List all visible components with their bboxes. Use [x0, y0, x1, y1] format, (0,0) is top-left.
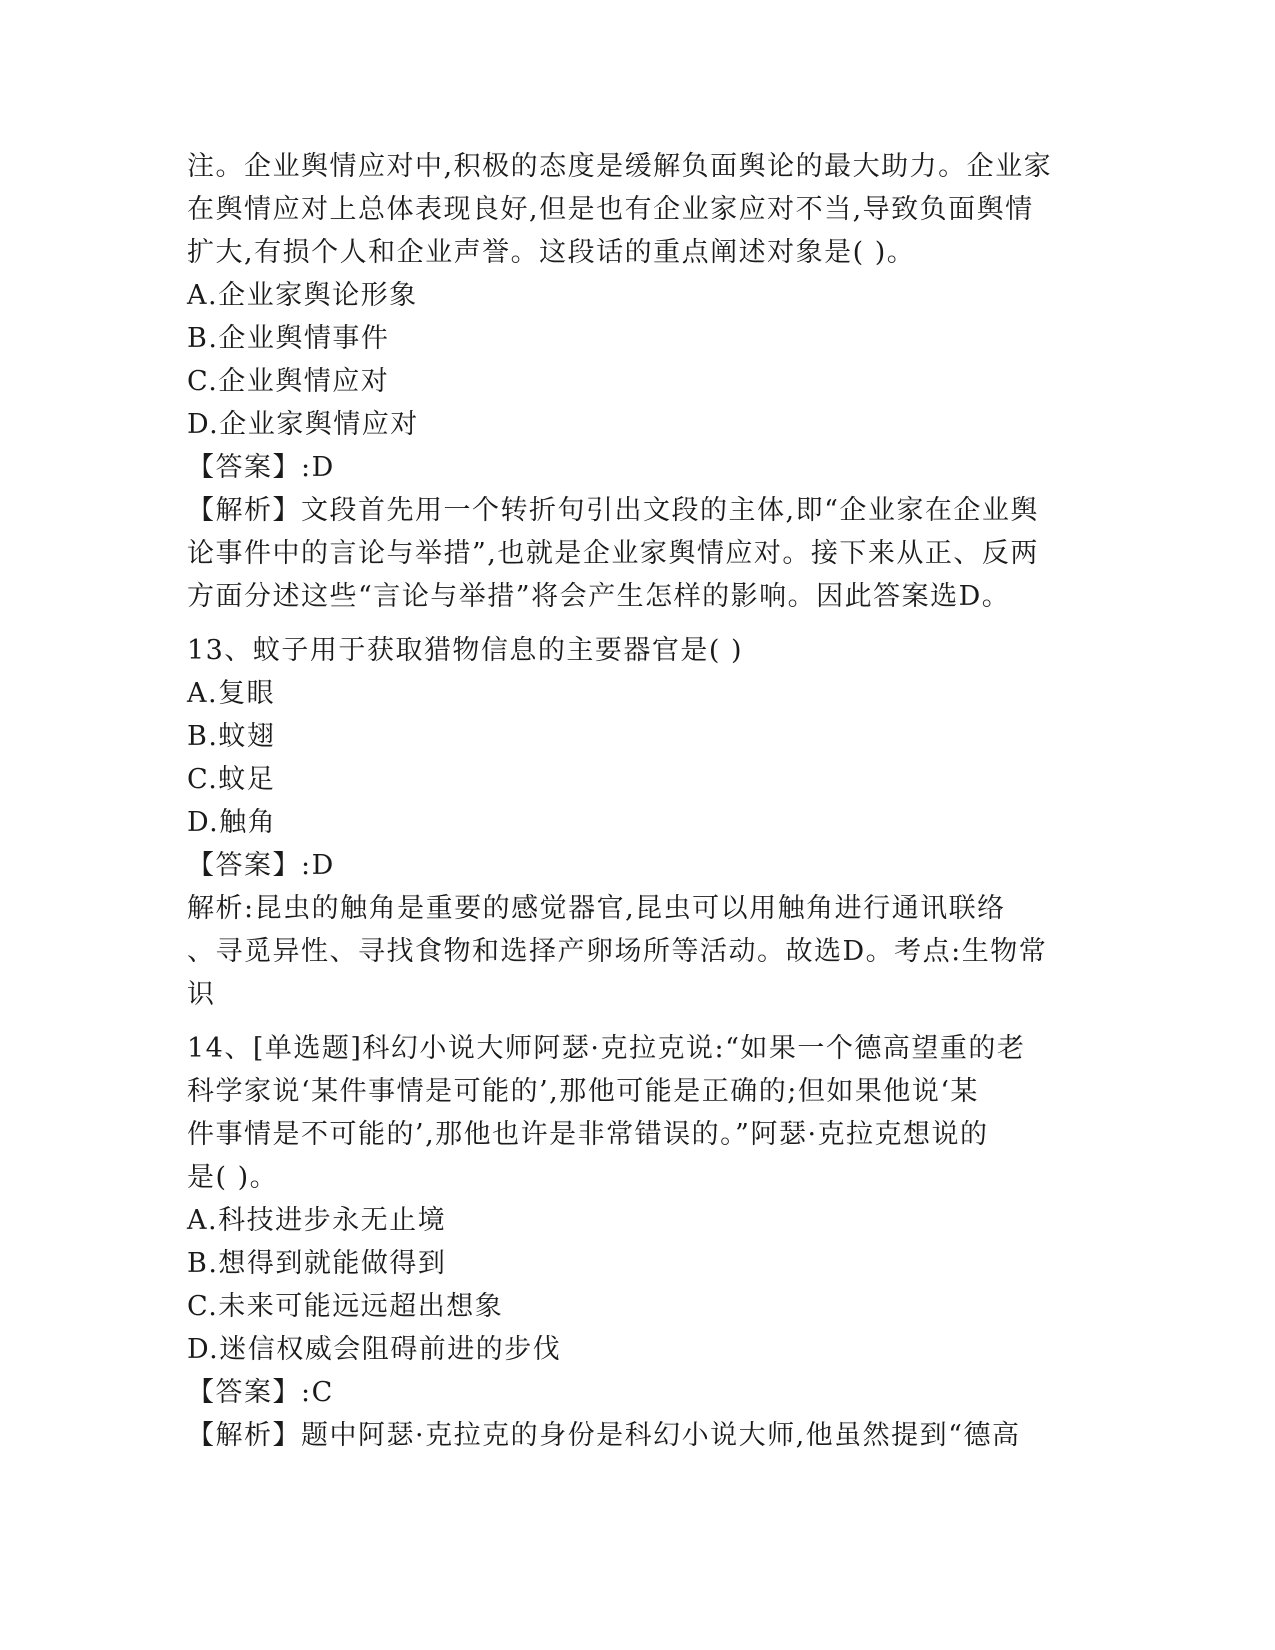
question-text: 在舆情应对上总体表现良好,但是也有企业家应对不当,导致负面舆情	[187, 194, 1034, 225]
answer: 【答案】:D	[187, 452, 335, 483]
block-gap	[187, 1016, 1087, 1027]
option-a: A.复眼	[187, 678, 276, 709]
question-text: 注。企业舆情应对中,积极的态度是缓解负面舆论的最大助力。企业家	[187, 151, 1053, 182]
explanation-text: 【解析】文段首先用一个转折句引出文段的主体,即“企业家在企业舆	[187, 495, 1039, 526]
option-b: B.企业舆情事件	[187, 323, 390, 354]
explanation-text: 识	[187, 979, 216, 1010]
option-d: D.迷信权威会阻碍前进的步伐	[187, 1334, 562, 1365]
question-text: 是( )。	[187, 1162, 279, 1193]
explanation-text: 方面分述这些“言论与举措”将会产生怎样的影响。因此答案选D。	[187, 581, 1011, 612]
document-page	[187, 145, 1087, 1457]
question-text: 扩大,有损个人和企业声誉。这段话的重点阐述对象是( )。	[187, 237, 916, 268]
question-text: 科学家说‘某件事情是可能的’,那他可能是正确的;但如果他说‘某	[187, 1076, 979, 1107]
question-13	[187, 629, 1087, 1016]
option-c: C.企业舆情应对	[187, 366, 390, 397]
answer: 【答案】:C	[187, 1377, 334, 1408]
explanation-text: 【解析】题中阿瑟·克拉克的身份是科幻小说大师,他虽然提到“德高	[187, 1420, 1021, 1451]
question-text: 14、[单选题]科幻小说大师阿瑟·克拉克说:“如果一个德高望重的老	[187, 1033, 1026, 1064]
option-d: D.企业家舆情应对	[187, 409, 419, 440]
explanation-text: 、寻觅异性、寻找食物和选择产卵场所等活动。故选D。考点:生物常	[187, 936, 1048, 967]
answer: 【答案】:D	[187, 850, 335, 881]
option-a: A.企业家舆论形象	[187, 280, 418, 311]
option-b: B.蚊翅	[187, 721, 276, 752]
option-d: D.触角	[187, 807, 277, 838]
option-a: A.科技进步永无止境	[187, 1205, 447, 1236]
block-gap	[187, 618, 1087, 629]
option-b: B.想得到就能做得到	[187, 1248, 447, 1279]
question-12-continuation	[187, 145, 1087, 618]
question-text: 件事情是不可能的’,那他也许是非常错误的。”阿瑟·克拉克想说的	[187, 1119, 989, 1150]
question-text: 13、蚊子用于获取猎物信息的主要器官是( )	[187, 635, 744, 666]
explanation-text: 解析:昆虫的触角是重要的感觉器官,昆虫可以用触角进行通讯联络	[187, 893, 1006, 924]
option-c: C.未来可能远远超出想象	[187, 1291, 504, 1322]
option-c: C.蚊足	[187, 764, 276, 795]
explanation-text: 论事件中的言论与举措”,也就是企业家舆情应对。接下来从正、反两	[187, 538, 1039, 569]
question-14	[187, 1027, 1087, 1457]
